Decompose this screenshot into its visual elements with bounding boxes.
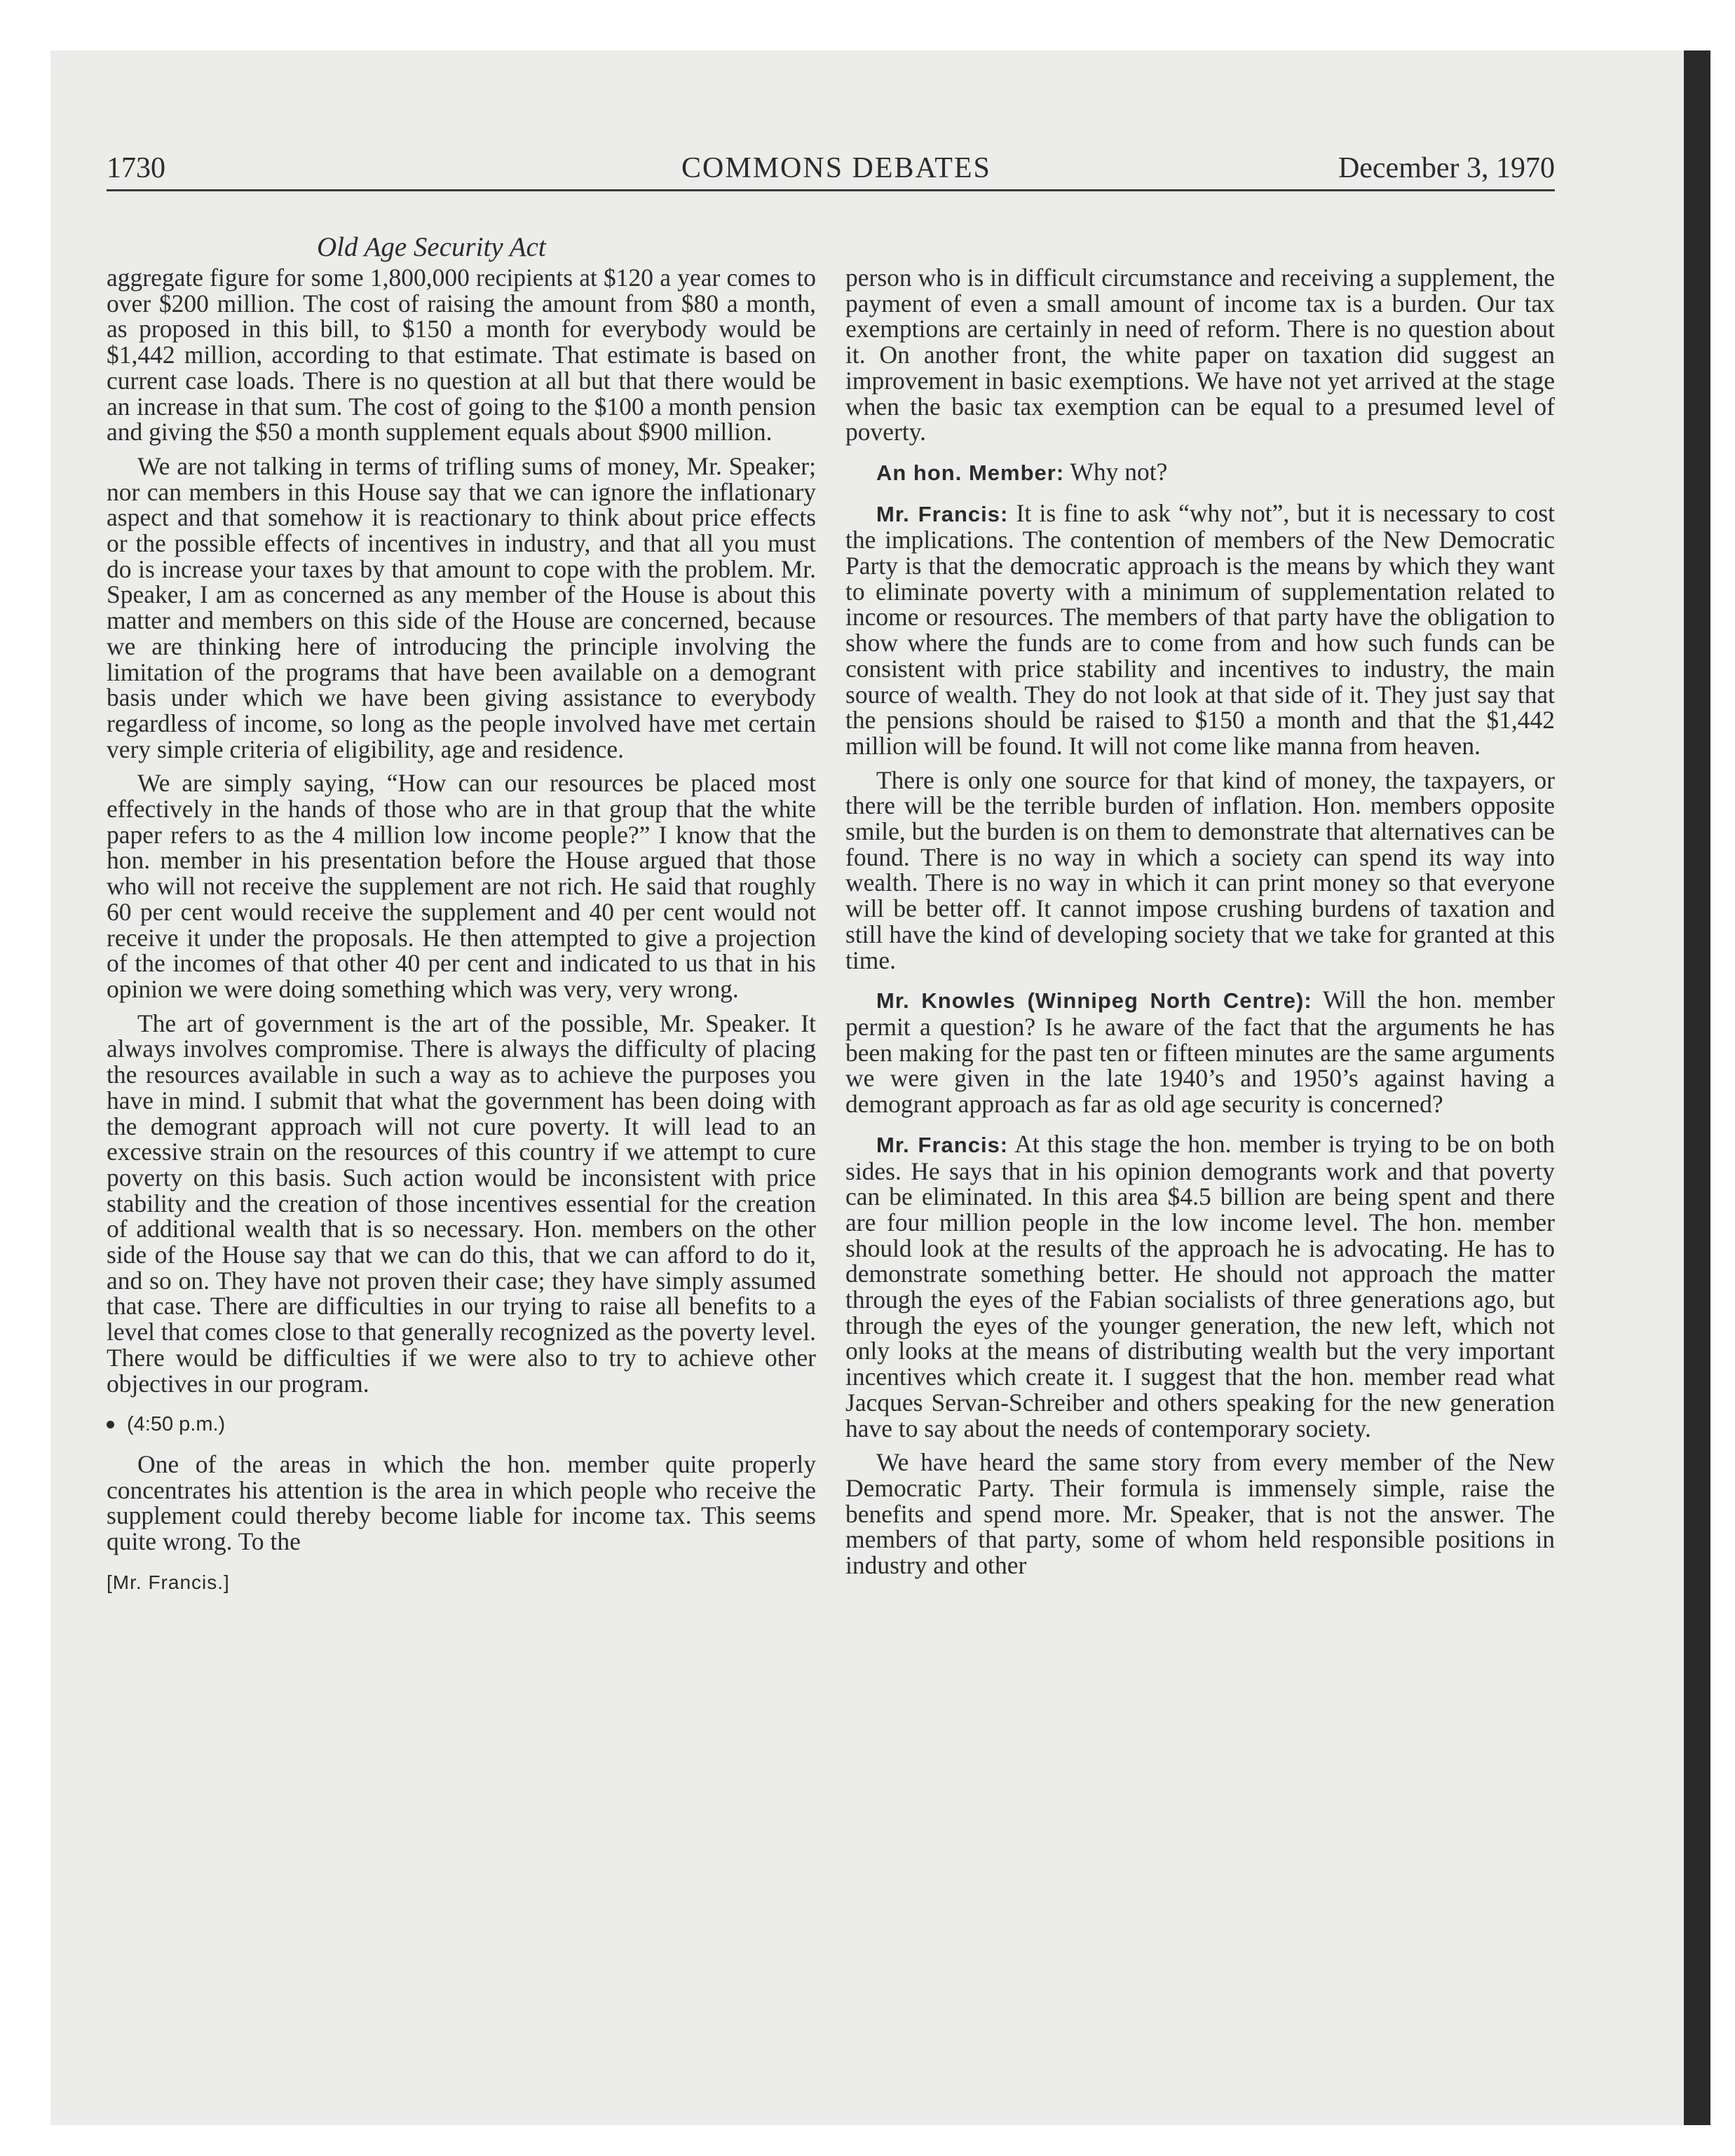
speech-text: It is fine to ask “why not”, but it is necessary to cost the implications. The contention of members of the New Democratic Party is that the democratic approach is the means by which they want to eliminate poverty with a minimum of supplementation related to income or resources. The members of that party have the obligation to show where the funds are to come from and how such funds can be consistent with price stability and incentives to industry, the main source of wealth. They do not look at that side of it. They just say that the pensions should be raised to $150 a month and that the $1,442 million will be found. It will not come like manna from heaven. (845, 498, 1556, 760)
speaker-attribution: [Mr. Francis.] (107, 1571, 230, 1593)
paragraph: There is only one source for that kind of money, the taxpayers, or there will be the terrible burden of inflation. Hon. members opposite smile, but the burden is on them to demonstrate that alternatives can be found. There is no way in which a society can spend its way into wealth. There is no way in which it can print money so that everyone will be better off. It cannot impose crushing burdens of taxation and still have the kind of developing society that we take for granted at this time. (845, 765, 1555, 974)
speech-text: At this stage the hon. member is trying to be on both sides. He says that in his opinion demogrants work and that poverty can be eliminated. In this area $4.5 billion are being spent and there are four million people in the low income level. The hon. member should look at the results of the approach he is advocating. He has to demonstrate something better. He should not approach the matter through the eyes of the Fabian socialists of three generations ago, but through the eyes of the younger generation, the new left, which not only looks at the means of distributing wealth but the very important incentives which create it. I suggest that the hon. member read what Jacques Servan-Schreiber and others speaking for the new generation have to say about the needs of contemporary society. (845, 1129, 1556, 1442)
page-number: 1730 (107, 152, 165, 184)
speech-text: Why not? (1064, 457, 1168, 486)
paragraph: The art of government is the art of the possible, Mr. Speaker. It always involves compromise. There is always the difficulty of placing the resources available in such a way as to achieve the purposes you have in mind. I submit that what the government has been doing with the demogrant approach will not cure poverty. It will lead to an excessive strain on the resources of this country if we attempt to cure poverty on this basis. Such action would be inconsistent with price stability and the creation of those incentives essential for the creation of additional wealth that is so necessary. Hon. members on the other side of the House say that we can do this, that we can afford to do it, and so on. They have not proven their case; they have simply assumed that case. There are difficulties in our trying to raise all benefits to a level that comes close to that generally recognized as the poverty level. There would be difficulties if we were also to try to achieve other objectives in our program. (107, 1009, 816, 1398)
paragraph: We have heard the same story from every member of the New Democratic Party. Their formula is immensely simple, raise the benefits and spend more. Mr. Speaker, that is not the answer. The members of that party, some of whom held responsible positions in industry and other (845, 1448, 1555, 1580)
left-column (107, 265, 816, 1595)
bullet-icon (107, 1421, 114, 1428)
paragraph: aggregate figure for some 1,800,000 recipients at $120 a year comes to over $200 million. The cost of raising the amount from $80 a month, as proposed in this bill, to $150 a month for everybody would be $1,442 million, according to that estimate. That estimate is based on current case loads. There is no question at all but that there would be an increase in that sum. The cost of going to the $100 a month pension and giving the $50 a month supplement equals about $900 million. (107, 264, 816, 446)
paragraph: One of the areas in which the hon. member quite properly concentrates his attention is the area in which people who receive the supplement could thereby become liable for income tax. This seems quite wrong. To the (107, 1449, 816, 1556)
running-header (107, 140, 1555, 191)
speaker-name: Mr. Francis: (876, 501, 1009, 526)
paragraph: person who is in difficult circumstance and receiving a supplement, the payment of even a small amount of income tax is a burden. Our tax exemptions are certainly in need of reform. There is no question about it. On another front, the white paper on taxation did suggest an improvement in basic exemptions. We have not yet arrived at the stage when the basic tax exemption can be equal to a presumed level of poverty. (845, 264, 1555, 446)
paragraph: We are not talking in terms of trifling sums of money, Mr. Speaker; nor can members in this House say that we can ignore the inflationary aspect and that somehow it is reactionary to think about price effects or the possible effects of incentives in industry, and that all you must do is increase your taxes by that amount to cope with the problem. Mr. Speaker, I am as concerned as any member of the House is about this matter and members on this side of the House are concerned, because we are thinking here of introducing the principle involving the limitation of the programs that have been available on a demogrant basis under which we have been giving assistance to everybody regardless of income, so long as the people involved have met certain very simple criteria of eligibility, age and residence. (107, 451, 816, 763)
speaker-name: Mr. Knowles (Winnipeg North Centre): (876, 988, 1312, 1014)
speech-entry (845, 459, 1555, 486)
publication-title: COMMONS DEBATES (681, 152, 991, 184)
time-marker-text: (4:50 p.m.) (127, 1413, 226, 1436)
speaker-name: Mr. Francis: (876, 1132, 1009, 1157)
paragraph: We are simply saying, “How can our resources be placed most effectively in the hands of those who are in that group that the white paper refers to as the 4 million low income people?” I know that the hon. member in his presentation before the House argued that those who will not receive the supplement are not rich. He said that roughly 60 per cent would receive the supplement and 40 per cent would not receive it under the proposals. He then attempted to give a projection of the incomes of that other 40 per cent and indicated to us that in his opinion we were doing something which was very, very wrong. (107, 769, 816, 1003)
time-marker (107, 1412, 816, 1438)
right-column (845, 265, 1555, 1587)
subject-heading: Old Age Security Act (317, 232, 546, 262)
speech-entry (845, 987, 1555, 1117)
speech-entry (845, 1131, 1555, 1441)
publication-date: December 3, 1970 (1338, 152, 1555, 184)
speech-entry (845, 500, 1555, 759)
binding-edge (1684, 50, 1710, 2125)
scanned-page (50, 50, 1684, 2125)
speech-text: Will the hon. member permit a question? Is he aware of the fact that the arguments he has been making for the past ten or fifteen minutes are the same arguments we were given in the late 1940’s and 1950’s against having a demogrant approach as far as old age security is concerned? (845, 985, 1555, 1119)
page-sheet (50, 50, 1684, 2125)
speaker-name: An hon. Member: (876, 460, 1065, 485)
